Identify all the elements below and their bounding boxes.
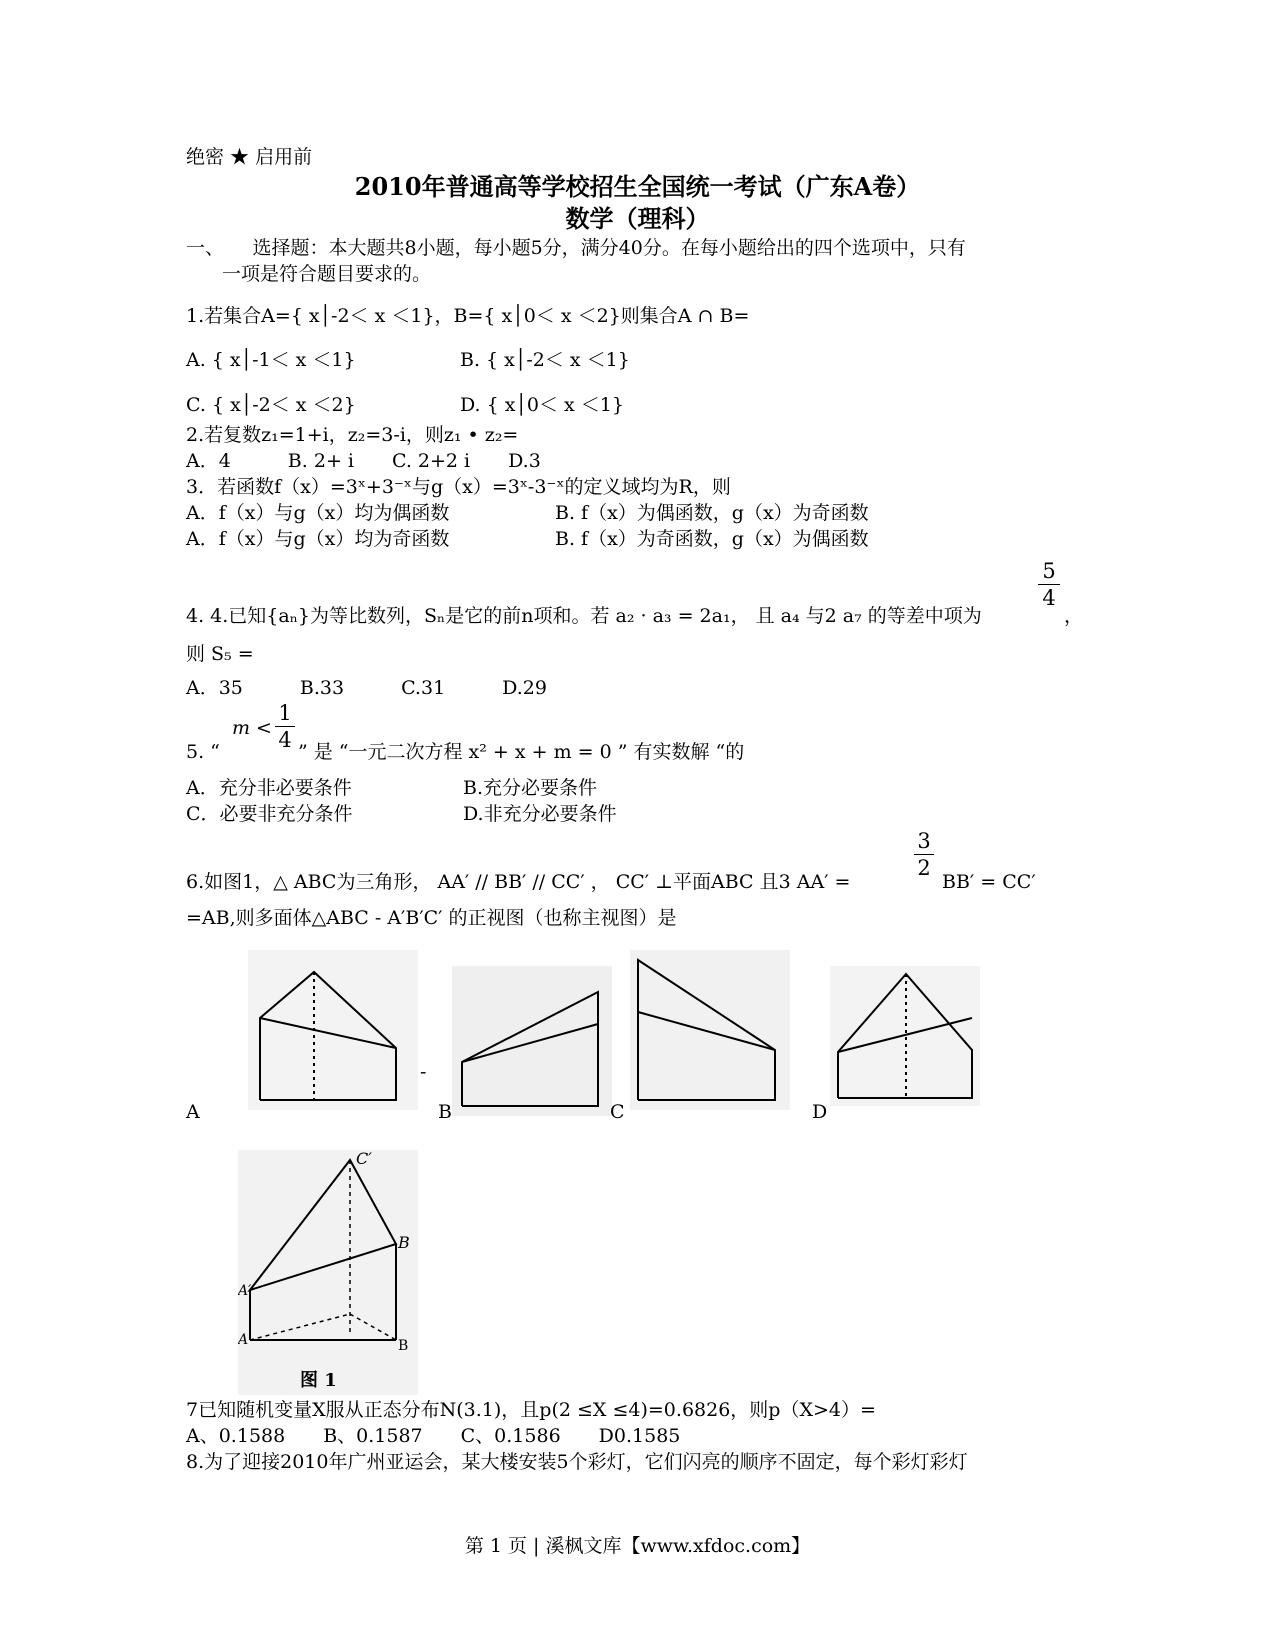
figure-1-label-b-prime: B <box>398 1233 410 1252</box>
q8-stem: 8.为了迎接2010年广州亚运会，某大楼安装5个彩灯，它们闪亮的顺序不固定，每个彩灯彩灯 <box>186 1451 968 1473</box>
q5-option-c: C．必要非充分条件 <box>186 803 353 825</box>
q6-fraction <box>914 828 934 881</box>
q3-option-a: A．f（x）与g（x）均为偶函数 <box>186 502 450 524</box>
q2-options: A．4 B. 2+ i C. 2+2 i D.3 <box>186 450 541 472</box>
q3-option-d: B. f（x）为奇函数，g（x）为偶函数 <box>555 528 869 550</box>
figure-label-d: D <box>812 1101 828 1123</box>
exam-title: 2010年普通高等学校招生全国统一考试（广东A卷） <box>354 172 921 201</box>
q5-m-less: m < <box>232 717 272 739</box>
q4-fraction <box>1038 558 1060 611</box>
figure-option-d <box>830 966 980 1106</box>
section1-line1: 一、 选择题：本大题共8小题，每小题5分，满分40分。在每小题给出的四个选项中，只有 <box>186 237 966 259</box>
q2-stem: 2.若复数z₁=1+i，z₂=3-i，则z₁ • z₂= <box>186 424 519 446</box>
q1-stem: 1.若集合A={ x│-2＜ x ＜1}，B={ x│0＜ x ＜2}则集合A ∩ B= <box>186 305 750 327</box>
q5-option-b: B.充分必要条件 <box>463 777 598 799</box>
figure-1-caption: 图 1 <box>300 1370 337 1391</box>
q5-option-a: A．充分非必要条件 <box>186 777 352 799</box>
q6-fraction-numerator: 3 <box>917 829 931 853</box>
q4-stem-tail: ， <box>1064 605 1084 627</box>
secret-label: 绝密 ★ 启用前 <box>186 146 313 168</box>
q6-stem-tail: BB′ = CC′ <box>942 871 1036 893</box>
q5-fraction <box>275 700 295 753</box>
figure-1-label-c: C′ <box>356 1150 372 1168</box>
q5-stem-pre: 5. “ <box>186 741 220 763</box>
q6-stem: 6.如图1，△ ABC为三角形， AA′ // BB′ // CC′ ， CC′ ⊥平面ABC 且3 AA′ = <box>186 871 851 893</box>
q7-stem: 7已知随机变量X服从正态分布N(3.1)，且p(2 ≤X ≤4)=0.6826，则p（X>4）= <box>186 1399 876 1421</box>
q4-line2: 则 S₅ = <box>186 643 254 665</box>
q6-fraction-denominator: 2 <box>914 854 934 881</box>
figure-option-b <box>452 966 612 1116</box>
figure-label-b: B <box>438 1101 452 1123</box>
figure-1-label-b: B <box>398 1338 409 1354</box>
q7-options: A、0.1588 B、0.1587 C、0.1586 D0.1585 <box>186 1425 681 1447</box>
q5-fraction-denominator: 4 <box>275 726 295 753</box>
q4-fraction-denominator: 4 <box>1038 584 1060 611</box>
figure-label-c: C <box>610 1101 625 1123</box>
q5-fraction-numerator: 1 <box>278 701 292 725</box>
q1-option-c: C. { x│-2＜ x ＜2} <box>186 394 356 416</box>
figure-1 <box>238 1150 418 1395</box>
figure-label-a: A <box>186 1101 200 1123</box>
q4-fraction-numerator: 5 <box>1042 559 1056 583</box>
q4-options: A．35 B.33 C.31 D.29 <box>186 677 547 699</box>
figure-option-a <box>248 950 418 1110</box>
q4-stem: 4. 4.已知{aₙ}为等比数列，Sₙ是它的前n项和。若 a₂ · a₃ = 2a₁， 且 a₄ 与2 a₇ 的等差中项为 <box>186 605 982 627</box>
figure-option-c <box>630 950 790 1110</box>
q6-line2: =AB,则多面体△ABC - A′B′C′ 的正视图（也称主视图）是 <box>186 907 677 929</box>
q1-option-b: B. { x│-2＜ x ＜1} <box>460 349 630 371</box>
q3-option-c: A．f（x）与g（x）均为奇函数 <box>186 528 450 550</box>
q1-option-a: A. { x│-1＜ x ＜1} <box>186 349 356 371</box>
figure-dash: - <box>420 1061 427 1083</box>
exam-subtitle: 数学（理科） <box>565 204 710 233</box>
page-footer: 第 1 页 | 溪枫文库【www.xfdoc.com】 <box>464 1535 811 1557</box>
q5-stem-post: ” 是 “一元二次方程 x² + x + m = 0 ” 有实数解 “的 <box>298 741 745 763</box>
q3-option-b: B. f（x）为偶函数，g（x）为奇函数 <box>555 502 869 524</box>
q5-option-d: D.非充分必要条件 <box>463 803 617 825</box>
section1-line2: 一项是符合题目要求的。 <box>222 263 432 285</box>
figure-1-label-a: A <box>238 1332 249 1348</box>
figure-1-label-a-prime: A′ <box>238 1283 252 1299</box>
q1-option-d: D. { x│0＜ x ＜1} <box>460 394 624 416</box>
q3-stem: 3．若函数f（x）=3ˣ+3⁻ˣ与g（x）=3ˣ-3⁻ˣ的定义域均为R，则 <box>186 476 731 498</box>
